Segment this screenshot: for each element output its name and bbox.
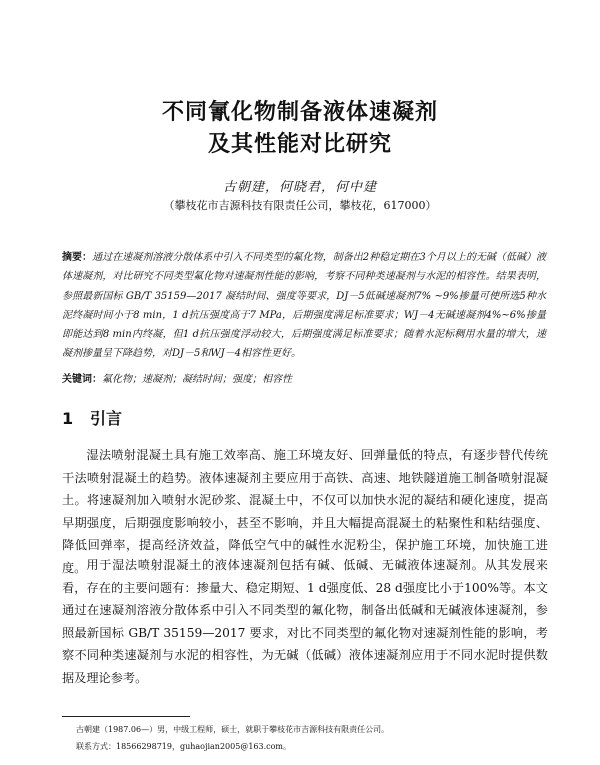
section-heading (62, 406, 122, 429)
paper-title-line-2: 及其性能对比研究 (207, 132, 392, 157)
section-title: 引言 (90, 409, 123, 428)
abstract (62, 248, 546, 364)
keywords-text: 氟化物；速凝剂；凝结时间；强度；相容性 (102, 374, 292, 385)
section-number: 1 (62, 409, 74, 428)
abstract-label: 摘要： (62, 252, 93, 263)
footnote-contact: 联系方式：18566298719，guhaojian2005@163.com。 (76, 742, 292, 751)
keywords-label: 关键词： (62, 374, 102, 385)
abstract-text: 通过在速凝剂溶液分散体系中引入不同类型的氟化物，制备出2种稳定期在3个月以上的无碱（低碱）液体速凝剂，对比研究不同类型氟化物对速凝剂性能的影响，考察不同种类速凝剂与水泥的相容性。结果表明，参照最新国标 GB/T 35159—2017 凝结时间、强度等要求，DJ－5低碱速凝剂7% ~9%掺量可使所选5种水泥终凝时间小于8 min，1 d抗压强度高于7 MPa，后期强度满足标准要求；WJ－4无碱速凝剂4%~6%掺量即能达到8 min内终凝，但1 d抗压强度浮动较大，后期强度满足标准要求；随着水泥标稠用水量的增大，速凝剂掺量呈下降趋势，对DJ－5和WJ－4相容性更好。 (62, 252, 547, 360)
affiliation: （攀枝花市吉源科技有限责任公司，攀枝花，617000） (163, 199, 437, 212)
body-paragraph: 湿法喷射混凝土具有施工效率高、施工环境友好、回弹量低的特点，有逐步替代传统干法喷射混凝土的趋势。液体速凝剂主要应用于高铁、高速、地铁隧道施工制备喷射混凝土。将速凝剂加入喷射水泥砂浆、混凝土中，不仅可以加快水泥的凝结和硬化速度，提高早期强度，后期强度影响较小，甚至不影响，并且大幅提高混凝土的粘聚性和粘结强度、降低回弹率，提高经济效益，降低空气中的碱性水泥粉尘，保护施工环境，加快施工进度。 (62, 448, 548, 575)
footnote-author-bio: 古朝建（1987.06—）男，中级工程师，硕士，就职于攀枝花市吉源科技有限责任公司。 (76, 725, 390, 734)
paper-title-line-1: 不同氰化物制备液体速凝剂 (161, 100, 438, 125)
body-paragraph: 用于湿法喷射混凝土的液体速凝剂包括有碱、低碱、无碱液体速凝剂。从其发展来看，存在的主要问题有：掺量大、稳定期短、1 d强度低、28 d强度比小于100%等。本文通过在速凝剂溶液分散体系中引入不同类型的氟化物，制备出低碱和无碱液体速凝剂，参照最新国标 GB/T 35159—2017 要求，对比不同类型的氟化物对速凝剂性能的影响，考察不同种类速凝剂与水泥的相容性，为无碱（低碱）液体速凝剂应用于不同水泥时提供数据及理论参考。 (62, 558, 548, 685)
keywords (62, 370, 546, 385)
authors: 古朝建，何晓君，何中建 (222, 180, 377, 195)
footnote-divider (62, 716, 190, 717)
